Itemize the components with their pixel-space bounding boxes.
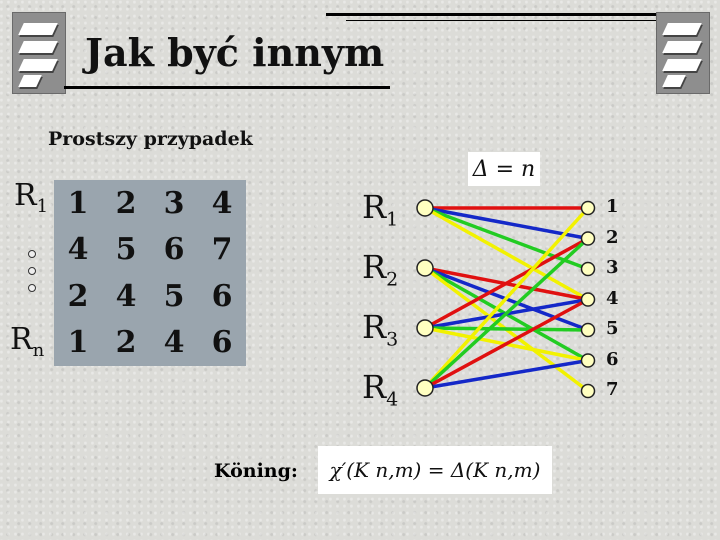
matrix-cell: 6 bbox=[211, 325, 233, 361]
right-node bbox=[582, 385, 595, 398]
matrix-cell: 4 bbox=[163, 325, 185, 361]
left-node-label: $R_1$ bbox=[362, 188, 399, 231]
matrix-cell: 4 bbox=[115, 278, 137, 314]
right-node-label: 6 bbox=[606, 348, 619, 370]
matrix-cell: 7 bbox=[211, 232, 233, 268]
left-node bbox=[417, 260, 433, 276]
left-node bbox=[417, 200, 433, 216]
matrix-cell: 6 bbox=[211, 278, 233, 314]
slide-title: Jak być innym bbox=[85, 30, 385, 75]
koning-label: Köning: bbox=[214, 460, 298, 482]
matrix-cell: 2 bbox=[67, 278, 89, 314]
left-node bbox=[417, 380, 433, 396]
matrix-cell: 1 bbox=[67, 185, 89, 221]
right-node-label: 2 bbox=[606, 226, 619, 248]
matrix-cell: 5 bbox=[163, 278, 185, 314]
left-node-label: $R_4$ bbox=[362, 368, 399, 411]
matrix-cell: 1 bbox=[67, 325, 89, 361]
edge-yellow bbox=[425, 208, 588, 388]
right-node-label: 4 bbox=[606, 287, 619, 309]
left-node bbox=[417, 320, 433, 336]
matrix-cell: 5 bbox=[115, 232, 137, 268]
slide-subtitle: Prostszy przypadek bbox=[48, 128, 253, 150]
delta-formula: Δ = n bbox=[468, 152, 540, 186]
right-node-label: 1 bbox=[606, 196, 619, 217]
matrix-cell: 3 bbox=[163, 185, 185, 221]
right-node-label: 3 bbox=[606, 257, 619, 278]
matrix-cell: 4 bbox=[211, 185, 233, 221]
koning-formula: χ′(K n,m) = Δ(K n,m) bbox=[318, 446, 552, 494]
matrix-cell: 2 bbox=[115, 185, 137, 221]
right-node bbox=[582, 263, 595, 276]
matrix-cell: 2 bbox=[115, 325, 137, 361]
right-node bbox=[582, 293, 595, 306]
right-node bbox=[582, 354, 595, 367]
right-node bbox=[582, 202, 595, 215]
right-node-label: 5 bbox=[606, 318, 619, 339]
row-label-last: $R_n$ bbox=[10, 322, 45, 361]
edge-green bbox=[425, 328, 588, 330]
left-node-label: $R_3$ bbox=[362, 308, 399, 351]
right-node-label: 7 bbox=[606, 379, 619, 400]
row-label-first: $R_1$ bbox=[14, 178, 49, 217]
right-node bbox=[582, 324, 595, 337]
matrix-cell: 4 bbox=[67, 232, 89, 268]
left-node-label: $R_2$ bbox=[362, 248, 399, 291]
right-node bbox=[582, 232, 595, 245]
matrix-cell: 6 bbox=[163, 232, 185, 268]
